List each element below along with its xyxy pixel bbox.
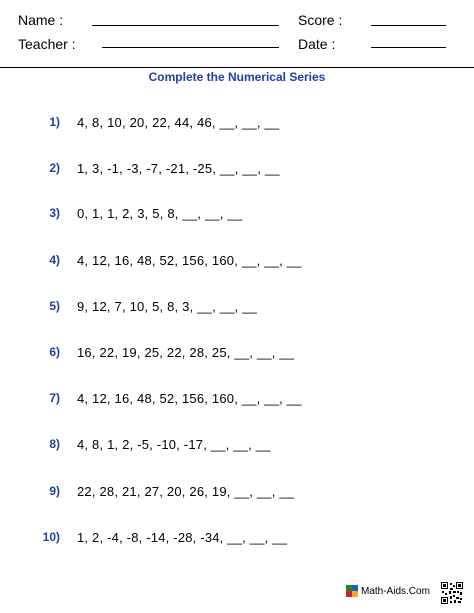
problem-sequence: 1, 2, -4, -8, -14, -28, -34, __, __, __ (77, 530, 288, 545)
problem-sequence: 4, 8, 1, 2, -5, -10, -17, __, __, __ (77, 437, 271, 452)
brand-text: Math-Aids.Com (361, 585, 430, 597)
problem-number: 4) (49, 253, 60, 267)
problem-row (0, 484, 474, 502)
score-field-line[interactable] (371, 25, 446, 26)
name-field-line[interactable] (92, 25, 279, 26)
problem-row (0, 530, 474, 548)
problem-number: 1) (49, 115, 60, 129)
problem-sequence: 16, 22, 19, 25, 22, 28, 25, __, __, __ (77, 345, 295, 360)
problem-sequence: 0, 1, 1, 2, 3, 5, 8, __, __, __ (77, 206, 243, 221)
teacher-field-line[interactable] (102, 47, 279, 48)
problem-row (0, 437, 474, 455)
qr-code-icon (441, 582, 463, 604)
problem-number: 10) (42, 530, 60, 544)
date-label: Date : (298, 36, 336, 52)
problem-number: 5) (49, 299, 60, 313)
header-divider (0, 67, 474, 68)
problem-sequence: 9, 12, 7, 10, 5, 8, 3, __, __, __ (77, 299, 258, 314)
problem-row (0, 253, 474, 271)
logo-grid-icon (346, 585, 358, 597)
name-label: Name : (18, 12, 64, 28)
problem-sequence: 4, 12, 16, 48, 52, 156, 160, __, __, __ (77, 253, 302, 268)
problem-row (0, 161, 474, 179)
problem-row (0, 391, 474, 409)
problem-number: 3) (49, 206, 60, 220)
problem-number: 8) (49, 437, 60, 451)
problem-sequence: 4, 12, 16, 48, 52, 156, 160, __, __, __ (77, 391, 302, 406)
problem-sequence: 4, 8, 10, 20, 22, 44, 46, __, __, __ (77, 115, 280, 130)
problem-sequence: 1, 3, -1, -3, -7, -21, -25, __, __, __ (77, 161, 280, 176)
date-field-line[interactable] (371, 47, 446, 48)
problem-row (0, 299, 474, 317)
problem-number: 2) (49, 161, 60, 175)
problem-number: 6) (49, 345, 60, 359)
worksheet-title: Complete the Numerical Series (148, 70, 326, 84)
math-aids-logo (346, 585, 430, 597)
problem-row (0, 115, 474, 133)
problem-row (0, 206, 474, 224)
problem-number: 7) (49, 391, 60, 405)
teacher-label: Teacher : (18, 36, 76, 52)
score-label: Score : (298, 12, 343, 28)
problem-row (0, 345, 474, 363)
problem-number: 9) (49, 484, 60, 498)
problem-sequence: 22, 28, 21, 27, 20, 26, 19, __, __, __ (77, 484, 295, 499)
